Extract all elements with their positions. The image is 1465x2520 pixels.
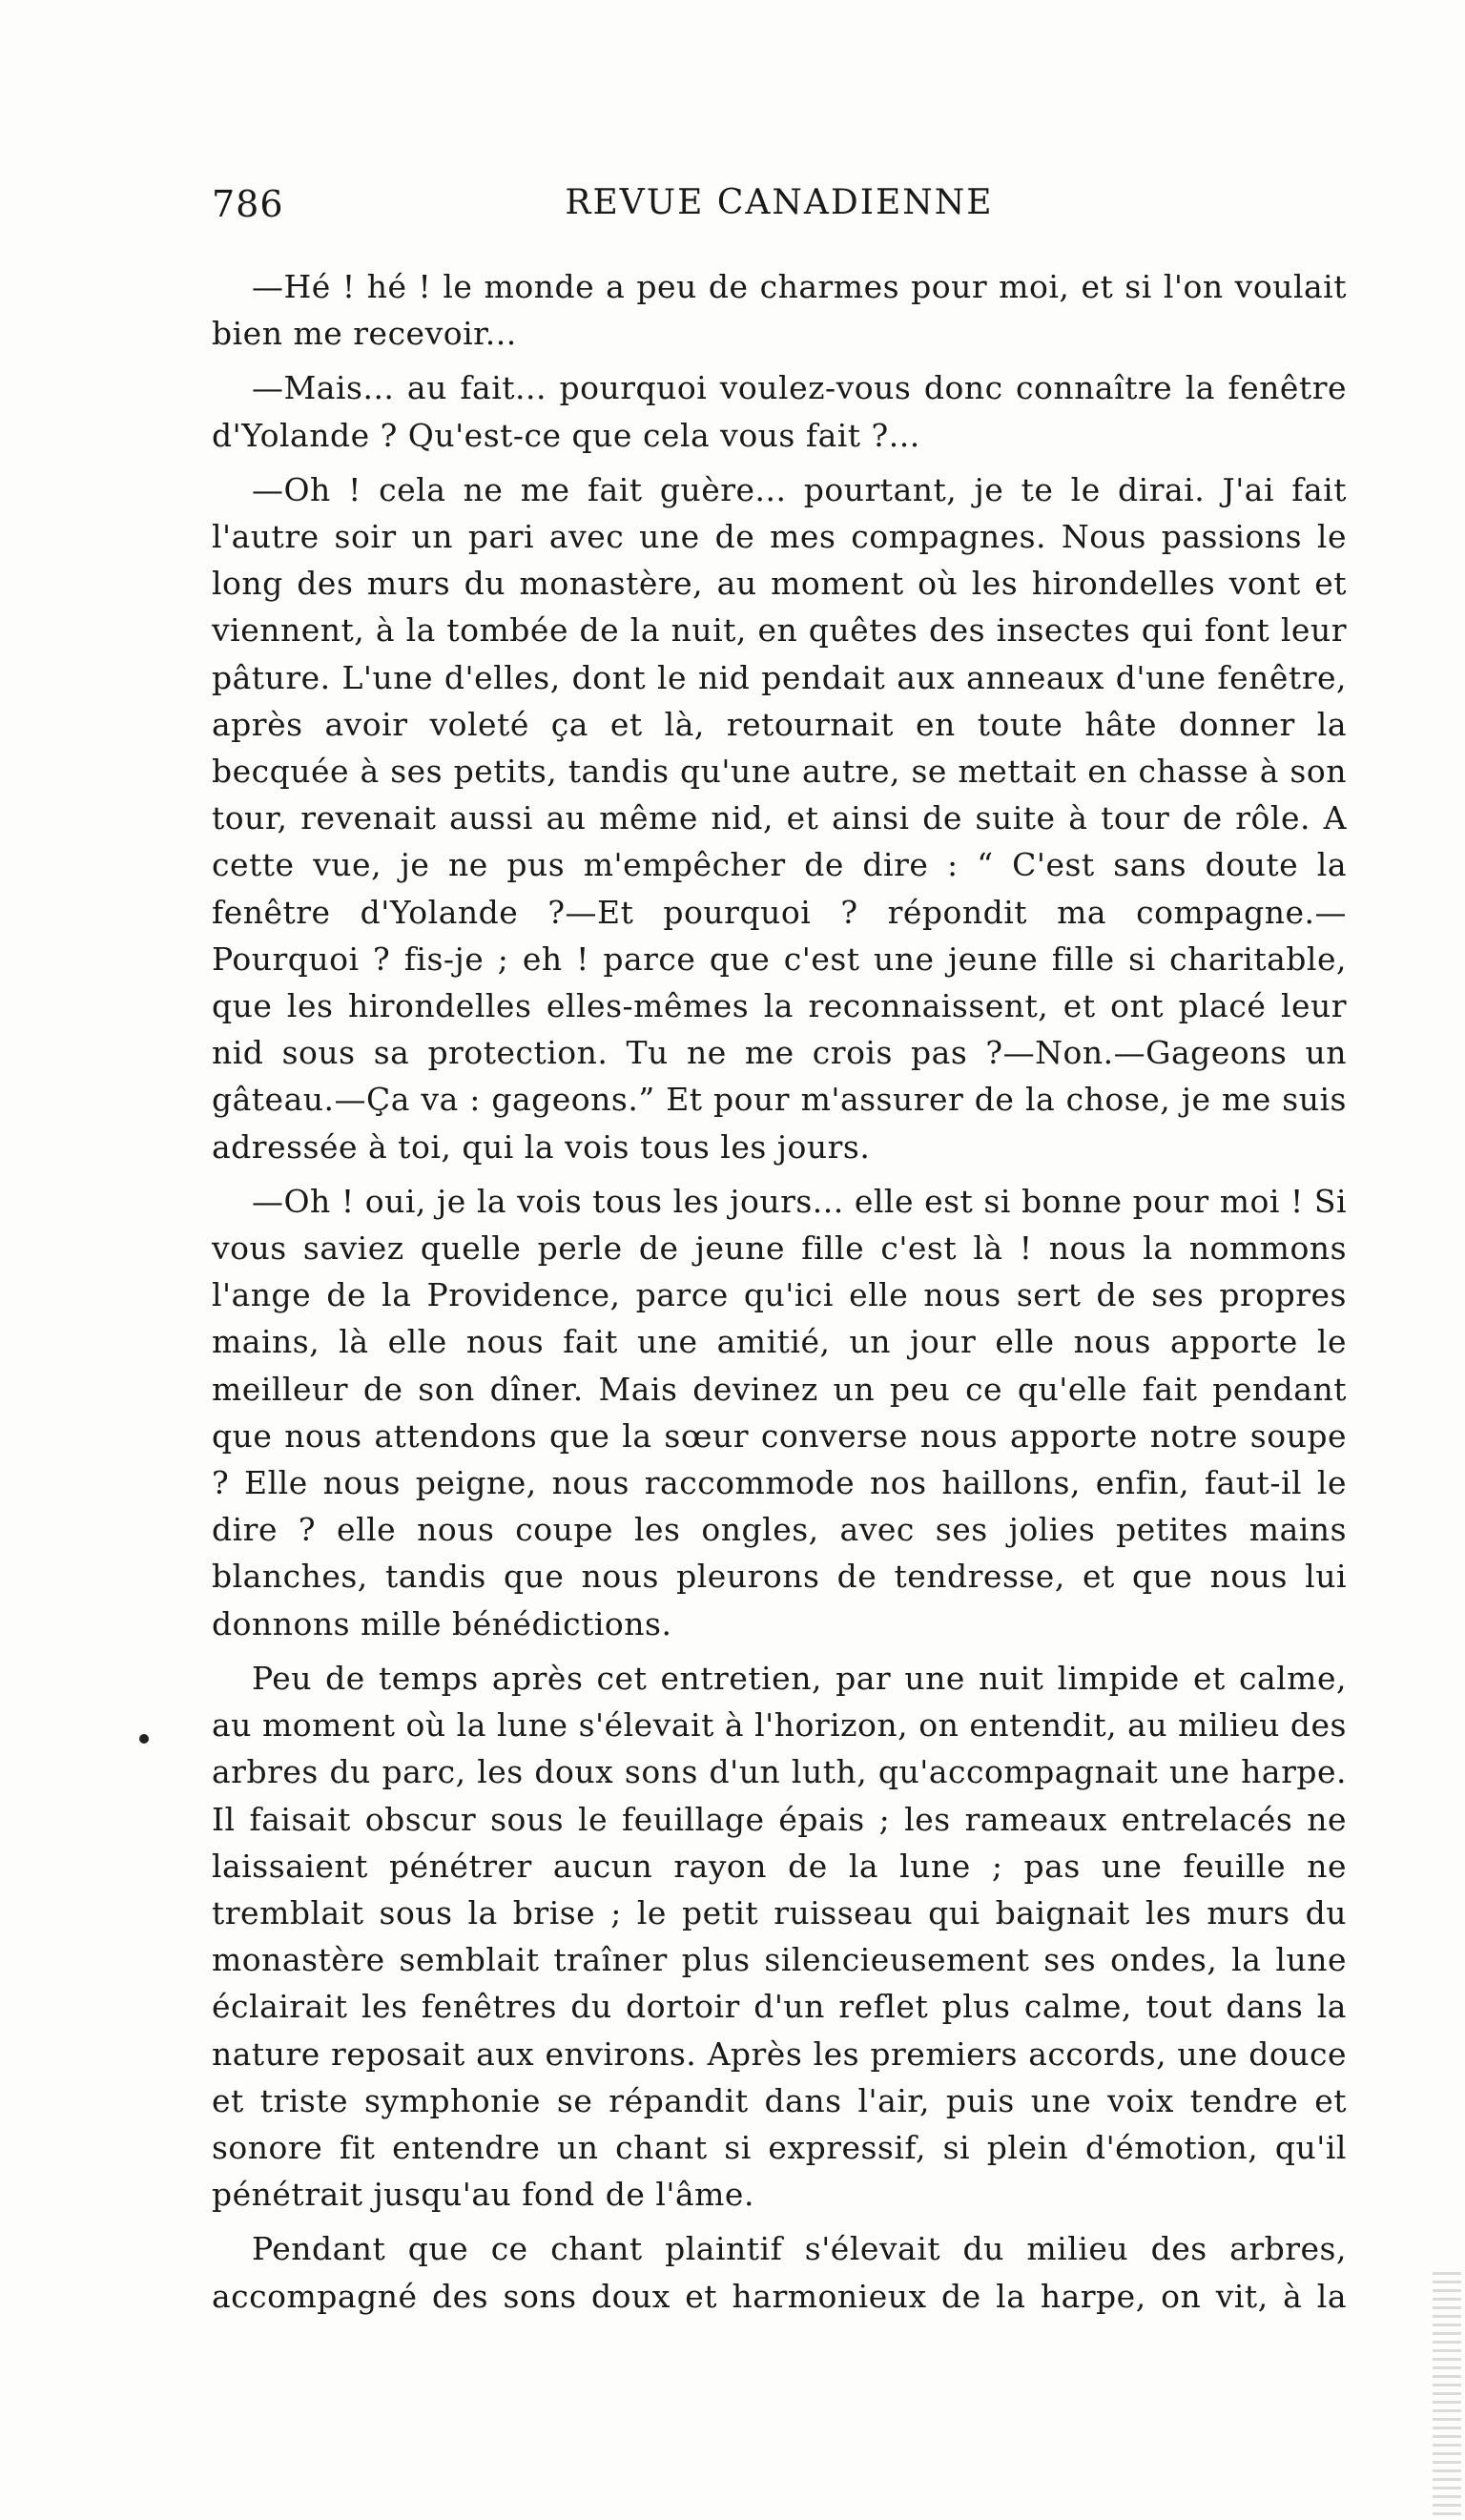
body-text (212, 263, 1347, 2327)
page-header (212, 183, 1347, 237)
paragraph: —Mais... au fait... pourquoi voulez-vous donc connaître la fenêtre d'Yolande ? Qu'est-ce que cela vous fait ?... (212, 369, 1347, 454)
paragraph: —Hé ! hé ! le monde a peu de charmes pour moi, et si l'on voulait bien me recevoir... (212, 268, 1347, 353)
running-head: REVUE CANADIENNE (565, 183, 994, 222)
paragraph: Pendant que ce chant plaintif s'élevait du milieu des arbres, accompagné des sons doux et harmonieux de la harpe, on vit, à la (212, 2230, 1347, 2315)
page-edge-noise (1433, 2272, 1461, 2520)
ink-speck (139, 1734, 149, 1744)
paragraph: —Oh ! cela ne me fait guère... pourtant, je te le dirai. J'ai fait l'autre soir un pari avec une de mes compagnes. Nous passions le long des murs du monastère, au moment où les hirondelles vont et viennent, à la tombée de la nuit, en quêtes des insectes qui font leur pâture. L'une d'elles, dont le nid pendait aux anneaux d'une fenêtre, après avoir voleté ça et là, retournait en toute hâte donner la becquée à ses petits, tandis qu'une autre, se mettait en chasse à son tour, revenait aussi au même nid, et ainsi de suite à tour de rôle. A cette vue, je ne pus m'empêcher de dire : “ C'est sans doute la fenêtre d'Yolande ?—Et pourquoi ? répondit ma compagne.—Pourquoi ? fis-je ; eh ! parce que c'est une jeune fille si charitable, que les hirondelles elles-mêmes la reconnaissent, et ont placé leur nid sous sa protection. Tu ne me crois pas ?—Non.—Gageons un gâteau.—Ça va : gageons.” Et pour m'assurer de la chose, je me suis adressée à toi, qui la vois tous les jours. (212, 470, 1347, 1166)
paragraph: —Oh ! oui, je la vois tous les jours... elle est si bonne pour moi ! Si vous saviez quelle perle de jeune fille c'est là ! nous la nommons l'ange de la Providence, parce qu'ici elle nous sert de ses propres mains, là elle nous fait une amitié, un jour elle nous apporte le meilleur de son dîner. Mais devinez un peu ce qu'elle fait pendant que nous attendons que la sœur converse nous apporte notre soupe ? Elle nous peigne, nous raccommode nos haillons, enfin, faut-il le dire ? elle nous coupe les ongles, avec ses jolies petites mains blanches, tandis que nous pleurons de tendresse, et que nous lui donnons mille bénédictions. (212, 1182, 1347, 1642)
paragraph: Peu de temps après cet entretien, par une nuit limpide et calme, au moment où la lune s'élevait à l'horizon, on entendit, au milieu des arbres du parc, les doux sons d'un luth, qu'accompagnait une harpe. Il faisait obscur sous le feuillage épais ; les rameaux entrelacés ne laissaient pénétrer aucun rayon de la lune ; pas une feuille ne tremblait sous la brise ; le petit ruisseau qui baignait les murs du monastère semblait traîner plus silencieusement ses ondes, la lune éclairait les fenêtres du dortoir d'un reflet plus calme, tout dans la nature reposait aux environs. Après les premiers accords, une douce et triste symphonie se répandit dans l'air, puis une voix tendre et sonore fit entendre un chant si expressif, si plein d'émotion, qu'il pénétrait jusqu'au fond de l'âme. (212, 1659, 1347, 2214)
page-number: 786 (212, 183, 284, 225)
